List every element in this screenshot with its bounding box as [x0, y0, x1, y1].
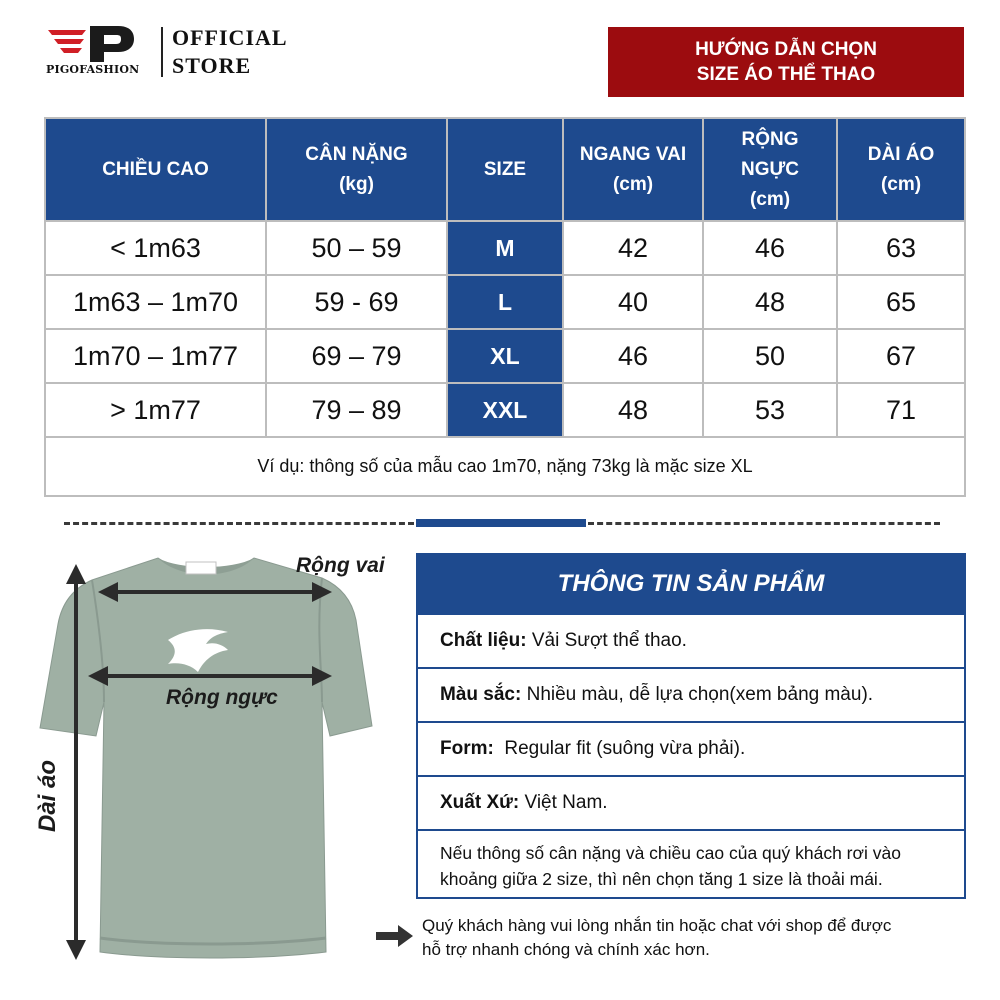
cell-shoulder: 42	[563, 221, 703, 275]
arrow-right-icon	[376, 924, 414, 948]
table-header-row	[45, 118, 965, 221]
cell-chest: 46	[703, 221, 837, 275]
form-value: Regular fit (suông vừa phải).	[493, 738, 746, 759]
cell-shoulder: 46	[563, 329, 703, 383]
contact-line-1: Quý khách hàng vui lòng nhắn tin hoặc chat với shop để được	[422, 916, 892, 935]
header-length: DÀI ÁO (cm)	[837, 118, 965, 221]
cell-length: 71	[837, 383, 965, 437]
cell-weight: 69 – 79	[266, 329, 447, 383]
cell-shoulder: 40	[563, 275, 703, 329]
product-info-panel	[416, 553, 966, 899]
shirt-length-label: Dài áo	[34, 759, 61, 832]
table-row	[45, 221, 965, 275]
header-divider	[161, 27, 163, 77]
cell-height: 1m63 – 1m70	[45, 275, 266, 329]
origin-value: Việt Nam.	[519, 792, 608, 813]
header-shoulder: NGANG VAI (cm)	[563, 118, 703, 221]
dashed-divider-left	[64, 522, 414, 525]
info-row-material	[418, 613, 964, 667]
advice-line-2: khoảng giữa 2 size, thì nên chọn tăng 1 size là thoải mái.	[440, 869, 883, 889]
material-label: Chất liệu:	[440, 630, 527, 651]
title-line-2: SIZE ÁO THỂ THAO	[696, 64, 876, 85]
divider-accent-bar	[416, 519, 586, 527]
cell-size: M	[447, 221, 563, 275]
example-row	[45, 437, 965, 496]
form-label: Form:	[440, 738, 494, 759]
cell-chest: 48	[703, 275, 837, 329]
cell-length: 63	[837, 221, 965, 275]
color-value: Nhiều màu, dễ lựa chọn(xem bảng màu).	[521, 684, 874, 705]
contact-line-2: hỗ trợ nhanh chóng và chính xác hơn.	[422, 940, 710, 959]
store-line: STORE	[172, 53, 252, 78]
official-line: OFFICIAL	[172, 25, 288, 50]
cell-weight: 79 – 89	[266, 383, 447, 437]
size-guide-title	[608, 27, 964, 97]
info-row-origin	[418, 775, 964, 829]
chest-width-label: Rộng ngực	[166, 686, 278, 709]
table-row	[45, 383, 965, 437]
cell-weight: 50 – 59	[266, 221, 447, 275]
table-row	[45, 275, 965, 329]
color-label: Màu sắc:	[440, 684, 522, 705]
header-weight: CÂN NẶNG (kg)	[266, 118, 447, 221]
official-store-label	[172, 24, 288, 80]
cell-length: 67	[837, 329, 965, 383]
table-row	[45, 329, 965, 383]
cell-size: L	[447, 275, 563, 329]
origin-label: Xuất Xứ:	[440, 792, 520, 813]
cell-weight: 59 - 69	[266, 275, 447, 329]
header-chest: RỘNG NGỰC (cm)	[703, 118, 837, 221]
header-height: CHIỀU CAO	[45, 118, 266, 221]
cell-height: < 1m63	[45, 221, 266, 275]
size-advice-note	[418, 829, 964, 892]
cell-size: XL	[447, 329, 563, 383]
cell-size: XXL	[447, 383, 563, 437]
material-value: Vải Sượt thể thao.	[526, 630, 687, 651]
info-row-color	[418, 667, 964, 721]
shirt-measurement-illustration	[0, 540, 410, 1000]
advice-line-1: Nếu thông số cân nặng và chiều cao của quý khách rơi vào	[440, 843, 901, 863]
cell-shoulder: 48	[563, 383, 703, 437]
cell-chest: 50	[703, 329, 837, 383]
cell-height: > 1m77	[45, 383, 266, 437]
dashed-divider-right	[588, 522, 940, 525]
header-size: SIZE	[447, 118, 563, 221]
cell-chest: 53	[703, 383, 837, 437]
contact-text	[422, 914, 982, 962]
cell-length: 65	[837, 275, 965, 329]
logo-wings-icon	[46, 22, 150, 66]
brand-name: PIGOFASHION	[46, 63, 140, 76]
size-table	[44, 117, 966, 497]
info-row-form	[418, 721, 964, 775]
example-note: Ví dụ: thông số của mẫu cao 1m70, nặng 73kg là mặc size XL	[45, 437, 965, 496]
product-info-title: THÔNG TIN SẢN PHẨM	[418, 555, 964, 613]
cell-height: 1m70 – 1m77	[45, 329, 266, 383]
shoulder-width-label: Rộng vai	[296, 554, 385, 577]
title-line-1: HƯỚNG DẪN CHỌN	[695, 39, 877, 60]
